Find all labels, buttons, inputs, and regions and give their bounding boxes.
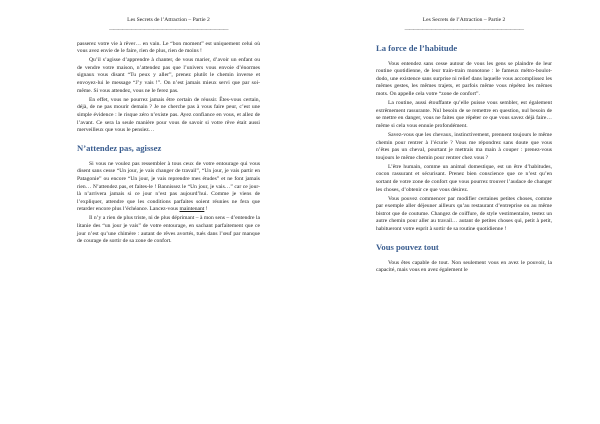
running-head: Les Secrets de l’Attraction – Partie 2: [127, 17, 210, 23]
paragraph: [77, 161, 260, 214]
section-heading: N’attendez pas, agissez: [77, 142, 162, 153]
paragraph: Savez-vous que les chevaux, instinctivement, prennent toujours le même chemin pour rentrer à l’écurie ? Vous me répondrez sans doute que vous n’êtes pas un cheval, pourtant je mettrais ma main à couper : prenez-vous toujours le même chemin pour rentrer chez vous ?: [376, 131, 552, 161]
paragraph: Il n’y a rien de plus triste, ni de plus déprimant – à mon sens – d’entendre la litanie des “un jour je vais” de votre entourage, en sachant parfaitement que ce jour n’est qu’une chimère : autant de rêves avortés, tués dans l’œuf par manque de courage de sortir de sa zone de confort.: [77, 215, 260, 245]
page-body: [77, 41, 260, 246]
paragraph: L’être humain, comme un animal domestique, est un être d’habitudes, cocon rassurant et sécurisant. Prenez bien conscience que ce n’est qu’en sortant de votre zone de confort que vous pourrez trouver l’audace de changer les choses, d’obtenir ce que vous désirez.: [376, 163, 552, 193]
header-rule: ———————————————————————————: [404, 27, 524, 33]
paragraph: Qu’il s’agisse d’apprendre à chanter, de vous marier, d’avoir un enfant ou de vendre votre maison, n’attendez pas que l’univers vous envoie d’énormes signaux vous disant “Tu peux y aller”, prenez plutôt le chemin inverse et envoyez-lui le message “J’y vais !”. On n’est jamais mieux servi que par soi-même. Si vous attendez, vous ne le ferez pas.: [77, 57, 260, 94]
paragraph: Vous entendez sans cesse autour de vous les gens se plaindre de leur routine quotidienne, de leur train-train monotone : le fameux métro-boulot-dodo, une existence sans surprise ni relief dans laquelle vous accomplissez les mêmes gestes, les mêmes trajets, et parfois même vous répétez les mêmes mots. On appelle cela votre “zone de confort”.: [376, 60, 552, 97]
paragraph-end: !: [204, 206, 208, 213]
section-heading: La force de l’habitude: [376, 42, 458, 53]
paragraph: passerez votre vie à rêver… en vain. Le “bon moment” est uniquement celui où vous avez envie de le faire, rien de plus, rien de moins !: [77, 40, 260, 55]
paragraph-text: Si vous ne voulez pas ressembler à tous ceux de votre entourage qui vous disent sans cesse “Un jour, je vais changer de travail”, “Un jour, je vais partir en Patagonie” ou encore “Un jour, je vais reprendre mes études” et ne font jamais rien… N’attendez pas, et faites-le ! Bannissez le “Un jour, je vais…” car ce jour-là n’arrivera jamais si ce jour n’est pas aujourd’hui. Comme je viens de l’expliquer, attendre que les conditions parfaites soient réunies ne fera que retarder encore plus l’échéance. Lancez-vous: [77, 160, 260, 213]
section-heading: Vous pouvez tout: [376, 241, 439, 252]
header-rule: ———————————————————————————: [109, 27, 228, 33]
underlined-word: maintenant: [179, 206, 205, 213]
page-body: [376, 43, 552, 275]
right-page: [300, 0, 600, 424]
paragraph: Vous pouvez commencer par modifier certaines petites choses, comme par exemple aller déjeuner ailleurs qu’au restaurant d’entreprise ou au même bistrot que de coutume. Changez de coiffure, de style vestimentaire, testez un autre chemin pour aller au travail… autant de petites choses qui, petit à petit, habitueront votre esprit à sortir de sa routine quotidienne !: [376, 195, 552, 233]
paragraph: En effet, vous ne pourrez jamais être certain de réussir. Êtes-vous certain, déjà, de ne pas mourir demain ? Je ne cherche pas à vous faire peur, c’est une simple évidence : le risque zéro n’existe pas. Ayez confiance en vous, et allez de l’avant. Ce sera la seule manière pour vous de savoir si votre rêve était aussi merveilleux que vous le pensiez…: [77, 96, 260, 134]
paragraph: La routine, aussi étouffante qu’elle puisse vous sembler, est également extrêmement rassurante. Nul besoin de se remettre en question, nul besoin de se mettre en danger, vous ne faites que répéter ce que vous savez déjà faire… même si cela vous ennuie profondément.: [376, 100, 552, 129]
running-head: Les Secrets de l’Attraction – Partie 2: [422, 17, 506, 23]
paragraph: Vous êtes capable de tout. Non seulement vous en avez le pouvoir, la capacité, mais vous en avez également le: [376, 259, 552, 274]
